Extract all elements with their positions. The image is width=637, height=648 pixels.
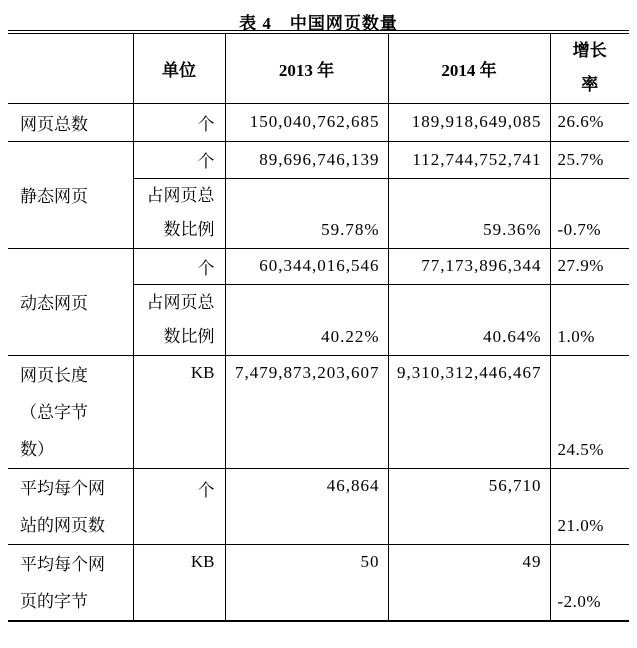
static-ratio-unit-line2: 数比例 [163,220,215,239]
cell-static-ratio-unit [133,178,225,248]
avg-pages-label-line2: 站的网页数 [20,515,105,535]
header-cell-2014: 2014 年 [388,32,550,103]
cell-static-ratio-2013: 59.78% [225,178,388,248]
cell-page-length-growth: 24.5% [550,355,629,468]
row-avg-bytes-per-page [8,544,629,621]
cell-static-pages-2014: 112,744,752,741 [388,141,550,178]
cell-static-ratio-2014: 59.36% [388,178,550,248]
avg-pages-label-line1: 平均每个网 [20,478,105,498]
cell-avg-pages-label [8,468,133,544]
cell-page-length-2014: 9,310,312,446,467 [388,355,550,468]
cell-static-pages-growth: 25.7% [550,141,629,178]
cell-avg-pages-2013: 46,864 [225,468,388,544]
header-cell-growth-rate [550,32,629,103]
avg-bytes-label-line2: 页的字节 [20,591,88,611]
header-cell-2013: 2013 年 [225,32,388,103]
cell-dynamic-pages-growth: 27.9% [550,248,629,284]
cell-dynamic-ratio-unit [133,284,225,355]
growth-rate-header-line2: 率 [581,75,599,95]
cell-dynamic-pages-2014: 77,173,896,344 [388,248,550,284]
cell-static-pages-2013: 89,696,746,139 [225,141,388,178]
cell-page-length-unit: KB [133,355,225,468]
row-page-length [8,355,629,468]
cell-avg-bytes-unit: KB [133,544,225,621]
cell-avg-pages-unit: 个 [133,468,225,544]
cell-total-pages-2014: 189,918,649,085 [388,103,550,141]
row-dynamic-pages-count [8,248,629,284]
cell-dynamic-ratio-2014: 40.64% [388,284,550,355]
dynamic-ratio-unit-line1: 占网页总 [146,292,215,312]
cell-static-pages-unit: 个 [133,141,225,178]
cell-avg-bytes-2014: 49 [388,544,550,621]
page-length-label-line2: （总字节 [20,402,88,422]
cell-page-length-label [8,355,133,468]
header-row [8,32,629,103]
row-static-pages-count [8,141,629,178]
header-cell-empty [8,32,133,103]
growth-rate-header-line1: 增长 [572,41,607,61]
cell-page-length-2013: 7,479,873,203,607 [225,355,388,468]
webpage-count-table [8,30,629,622]
header-cell-unit: 单位 [133,32,225,103]
cell-dynamic-pages-2013: 60,344,016,546 [225,248,388,284]
cell-avg-bytes-2013: 50 [225,544,388,621]
page-length-label-line3: 数） [20,439,54,459]
avg-bytes-label-line1: 平均每个网 [20,554,105,574]
cell-static-pages-label: 静态网页 [8,141,133,248]
cell-avg-pages-2014: 56,710 [388,468,550,544]
cell-avg-bytes-growth: -2.0% [550,544,629,621]
cell-avg-pages-growth: 21.0% [550,468,629,544]
cell-dynamic-pages-label: 动态网页 [8,248,133,355]
table-title: 表 4 中国网页数量 [239,14,398,33]
cell-avg-bytes-label [8,544,133,621]
row-total-pages [8,103,629,141]
page-length-label-line1: 网页长度 [20,365,88,385]
row-avg-pages-per-site [8,468,629,544]
cell-dynamic-ratio-growth: 1.0% [550,284,629,355]
cell-total-pages-unit: 个 [133,103,225,141]
cell-total-pages-label: 网页总数 [8,103,133,141]
cell-total-pages-2013: 150,040,762,685 [225,103,388,141]
cell-total-pages-growth: 26.6% [550,103,629,141]
cell-dynamic-ratio-2013: 40.22% [225,284,388,355]
cell-static-ratio-growth: -0.7% [550,178,629,248]
dynamic-ratio-unit-line2: 数比例 [163,326,215,346]
cell-dynamic-pages-unit: 个 [133,248,225,284]
static-ratio-unit-line1: 占网页总 [146,186,215,205]
